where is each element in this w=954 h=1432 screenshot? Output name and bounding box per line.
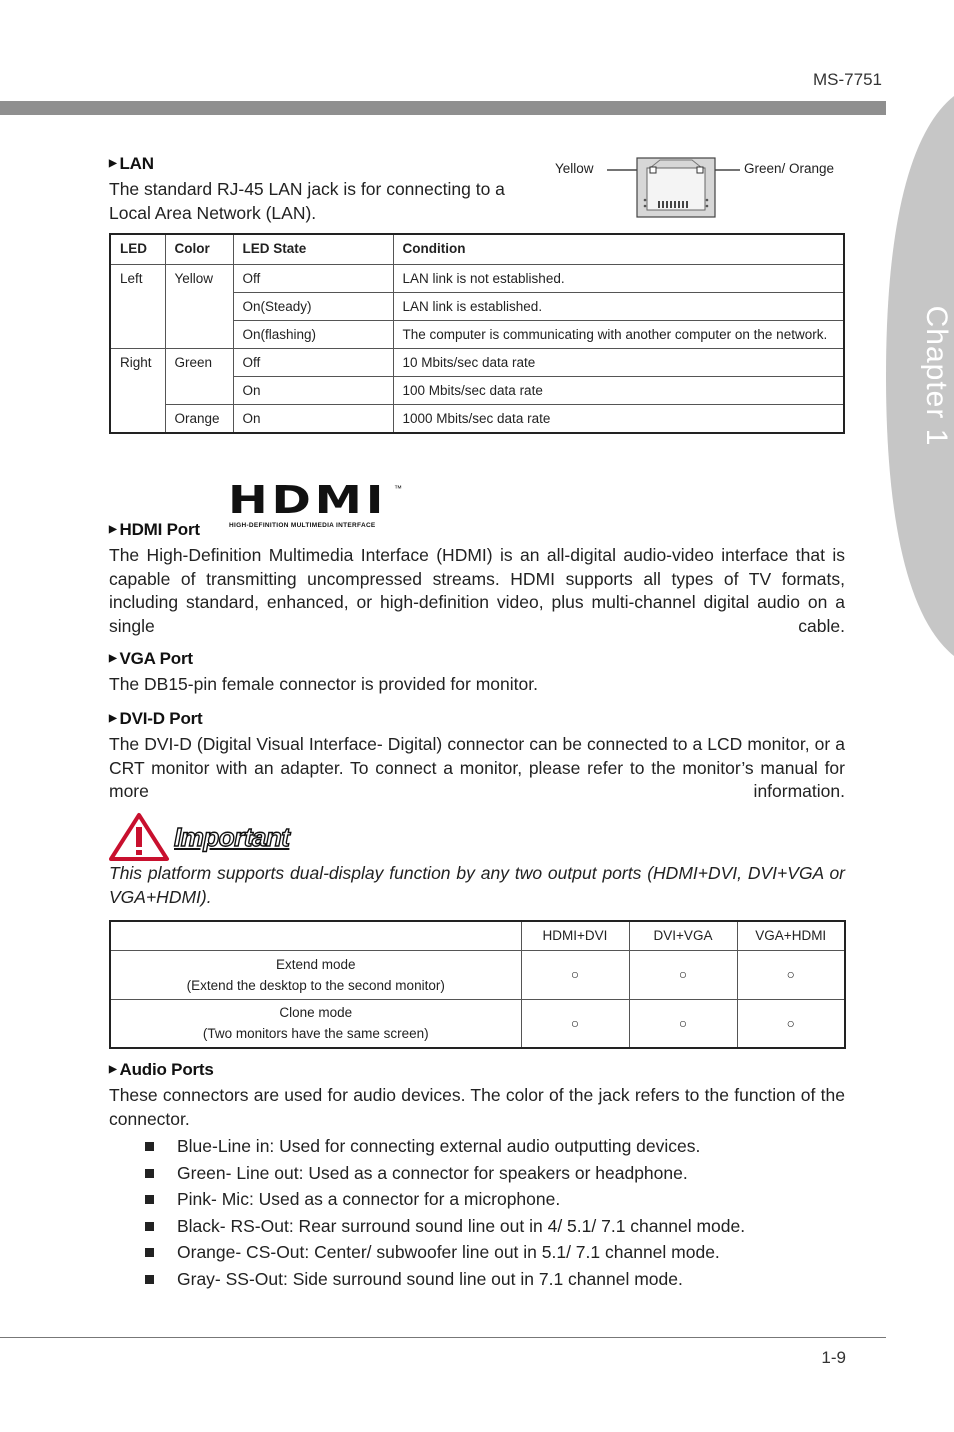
- header-hdmi-dvi: HDMI+DVI: [521, 921, 629, 950]
- dvi-heading-text: DVI-D Port: [119, 709, 203, 728]
- list-item-text: Green- Line out: Used as a connector for speakers or headphone.: [177, 1162, 688, 1183]
- lan-heading-text: LAN: [119, 154, 154, 173]
- rj45-jack-icon: [600, 155, 742, 219]
- hdmi-logo-text: HDMI: [228, 478, 388, 522]
- table-row: [110, 265, 844, 293]
- important-title: Important: [174, 822, 290, 852]
- condition-cell: 100 Mbits/sec data rate: [393, 377, 844, 405]
- model-number: MS-7751: [813, 70, 882, 89]
- table-row: [110, 999, 845, 1048]
- chapter-label: Chapter 1: [920, 305, 953, 447]
- hdmi-heading: [109, 520, 200, 540]
- audio-description: These connectors are used for audio devices. The color of the jack refers to the function of the connector.: [109, 1085, 845, 1129]
- table-header-row: [110, 921, 845, 950]
- support-mark: ○: [521, 999, 629, 1048]
- important-text: This platform supports dual-display function by any two output ports (HDMI+DVI, DVI+VGA or VGA+HDMI).: [109, 863, 845, 907]
- arrow-icon: ▶: [109, 524, 117, 535]
- header-vga-hdmi: VGA+HDMI: [737, 921, 845, 950]
- support-mark: ○: [629, 999, 737, 1048]
- list-item: [145, 1133, 745, 1160]
- audio-heading-text: Audio Ports: [119, 1060, 214, 1079]
- audio-heading: [109, 1060, 214, 1080]
- display-mode-table: [109, 920, 846, 1049]
- led-cell: Right: [110, 349, 165, 434]
- bullet-square-icon: [145, 1222, 154, 1231]
- bullet-square-icon: [145, 1195, 154, 1204]
- table-header-row: [110, 234, 844, 265]
- header-color: Color: [165, 234, 233, 265]
- color-cell: Green: [165, 349, 233, 405]
- arrow-icon: ▶: [109, 158, 117, 169]
- table-row: [110, 950, 845, 999]
- hdmi-logo: [228, 478, 408, 532]
- list-item: [145, 1213, 745, 1240]
- empty-header-cell: [110, 921, 521, 950]
- hdmi-description: The High-Definition Multimedia Interface (HDMI) is an all-digital audio-video interface that is capable of transmitting uncompressed streams. HDMI supports all types of TV formats, including standard, enhanced, or high-definition video, plus multi-channel digital audio on a single cable.: [109, 545, 845, 636]
- condition-cell: LAN link is not established.: [393, 265, 844, 293]
- arrow-icon: ▶: [109, 1064, 117, 1075]
- mode-subtitle: (Extend the desktop to the second monitor): [186, 977, 445, 993]
- lan-description: [109, 178, 559, 225]
- state-cell: On: [233, 377, 393, 405]
- bullet-square-icon: [145, 1275, 154, 1284]
- table-row: [110, 349, 844, 377]
- condition-cell: LAN link is established.: [393, 293, 844, 321]
- lan-heading: [109, 154, 154, 174]
- support-mark: ○: [737, 999, 845, 1048]
- hdmi-heading-text: HDMI Port: [119, 520, 200, 539]
- list-item: [145, 1186, 745, 1213]
- table-row: [110, 405, 844, 434]
- state-cell: On(Steady): [233, 293, 393, 321]
- header-condition: Condition: [393, 234, 844, 265]
- warning-icon: [108, 812, 170, 862]
- vga-description: The DB15-pin female connector is provided for monitor.: [109, 674, 538, 694]
- arrow-icon: ▶: [109, 653, 117, 664]
- state-cell: Off: [233, 265, 393, 293]
- header-led: LED: [110, 234, 165, 265]
- condition-cell: The computer is communicating with another computer on the network.: [393, 321, 844, 349]
- state-cell: Off: [233, 349, 393, 377]
- list-item-text: Pink- Mic: Used as a connector for a microphone.: [177, 1189, 561, 1209]
- bullet-square-icon: [145, 1248, 154, 1257]
- color-cell: Orange: [165, 405, 233, 434]
- footer-rule: [0, 1337, 886, 1338]
- vga-heading-text: VGA Port: [119, 649, 193, 668]
- list-item: [145, 1239, 745, 1266]
- arrow-icon: ▶: [109, 713, 117, 724]
- condition-cell: 1000 Mbits/sec data rate: [393, 405, 844, 434]
- hdmi-logo-subtitle: HIGH-DEFINITION MULTIMEDIA INTERFACE: [229, 522, 376, 529]
- list-item: [145, 1160, 745, 1187]
- audio-port-list: [145, 1133, 745, 1292]
- list-item-text: Orange- CS-Out: Center/ subwoofer line out in 5.1/ 7.1 channel mode.: [177, 1242, 720, 1262]
- state-cell: On(flashing): [233, 321, 393, 349]
- bullet-square-icon: [145, 1169, 154, 1178]
- mode-subtitle: (Two monitors have the same screen): [202, 1026, 429, 1042]
- header-dvi-vga: DVI+VGA: [629, 921, 737, 950]
- header-bar: [0, 101, 886, 115]
- lan-text-line2: Local Area Network (LAN).: [109, 202, 317, 223]
- color-cell: Yellow: [165, 265, 233, 349]
- state-cell: On: [233, 405, 393, 434]
- bullet-square-icon: [145, 1142, 154, 1151]
- list-item: [145, 1266, 745, 1293]
- support-mark: ○: [737, 950, 845, 999]
- lan-green-orange-label: Green/ Orange: [744, 161, 835, 176]
- hdmi-logo-tm: ™: [394, 484, 402, 493]
- support-mark: ○: [521, 950, 629, 999]
- support-mark: ○: [629, 950, 737, 999]
- vga-heading: [109, 649, 193, 669]
- list-item-text: Blue-Line in: Used for connecting external audio outputting devices.: [177, 1136, 701, 1156]
- lan-text-line1: The standard RJ-45 LAN jack is for connecting to a: [109, 179, 505, 199]
- mode-title: Clone mode: [279, 1005, 353, 1021]
- lan-led-table: [109, 233, 845, 434]
- lan-yellow-label: Yellow: [555, 161, 594, 176]
- dvi-description: The DVI-D (Digital Visual Interface- Digital) connector can be connected to a LCD monitor, or a CRT monitor with an adapter. To connect a monitor, please refer to the monitor’s manual for more information.: [109, 734, 845, 801]
- header-led-state: LED State: [233, 234, 393, 265]
- condition-cell: 10 Mbits/sec data rate: [393, 349, 844, 377]
- list-item-text: Gray- SS-Out: Side surround sound line out in 7.1 channel mode.: [177, 1268, 683, 1289]
- mode-title: Extend mode: [275, 956, 356, 972]
- list-item-text: Black- RS-Out: Rear surround sound line out in 4/ 5.1/ 7.1 channel mode.: [177, 1215, 746, 1236]
- mode-cell: [110, 999, 521, 1048]
- mode-cell: [110, 950, 521, 999]
- dvi-heading: [109, 709, 203, 729]
- page-number: 1-9: [821, 1348, 846, 1367]
- led-cell: Left: [110, 265, 165, 349]
